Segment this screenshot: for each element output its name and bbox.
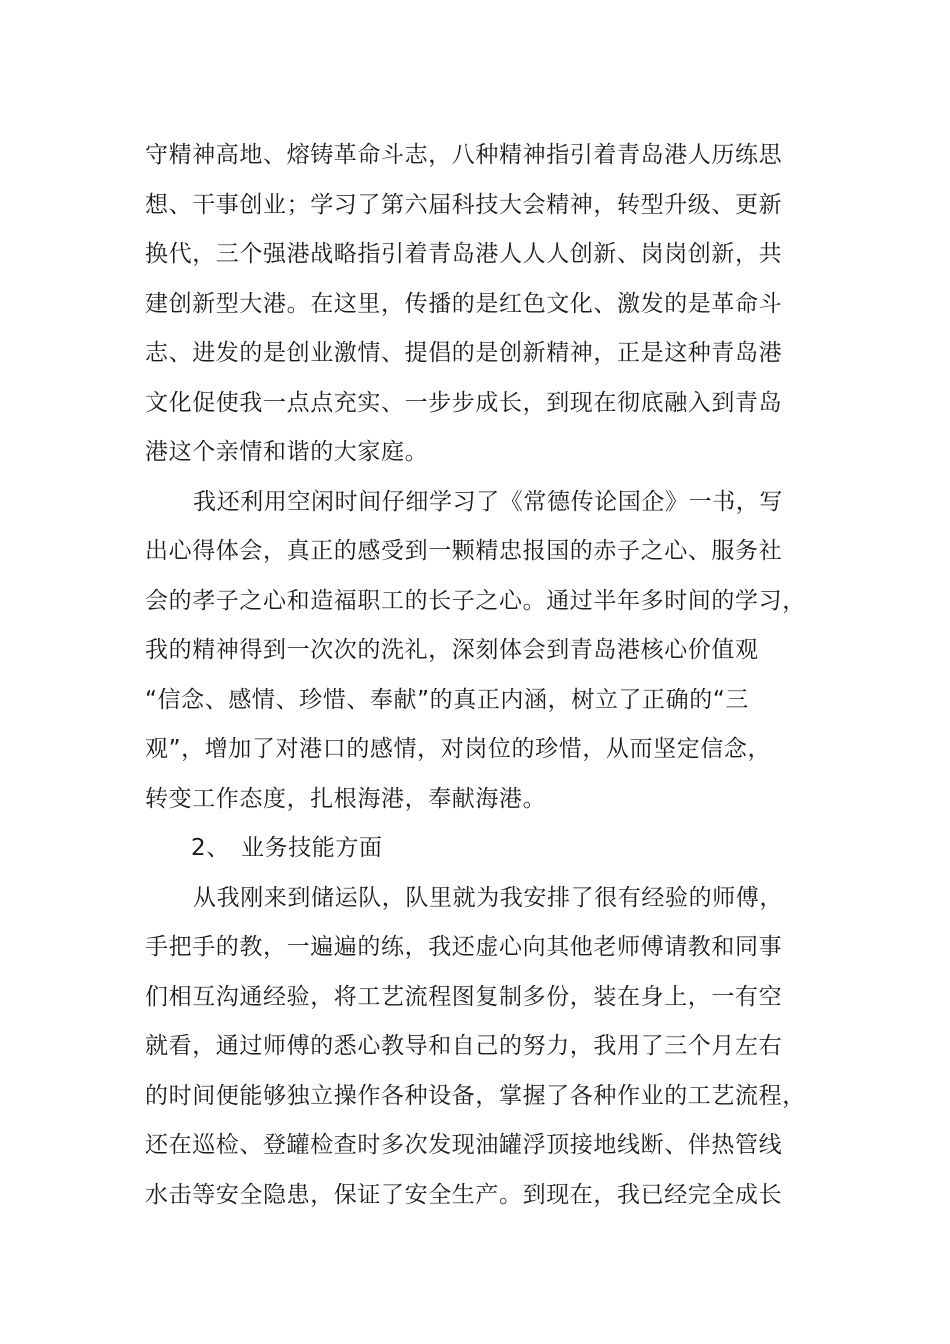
section-number: 2、 [191,835,230,861]
text-line: 观”，增加了对港口的感情，对岗位的珍惜，从而坚定信念， [145,736,772,762]
text-line: 守精神高地、熔铸革命斗志，八种精神指引着青岛港人历练思 [145,142,783,168]
text-line: 会的孝子之心和造福职工的长子之心。通过半年多时间的学习， [145,587,806,614]
text-line: 从我刚来到储运队，队里就为我安排了很有经验的师傅， [193,884,783,911]
text-line: 还在巡检、登罐检查时多次发现油罐浮顶接地线断、伴热管线 [145,1132,783,1158]
text-line: 我还利用空闲时间仔细学习了《常德传论国企》一书，写 [193,488,783,515]
text-line: 我的精神得到一次次的洗礼，深刻体会到青岛港核心价值观 [145,637,759,663]
text-line: 港这个亲情和谐的大家庭。 [145,439,429,465]
text-line: 手把手的教，一遍遍的练，我还虚心向其他老师傅请教和同事 [145,934,783,960]
text-line: 文化促使我一点点充实、一步步成长，到现在彻底融入到青岛 [145,389,783,416]
body-text [145,131,835,1220]
text-line: 转变工作态度，扎根海港，奉献海港。 [145,785,547,812]
section-heading [145,824,835,874]
paragraph-spirit-culture [145,131,835,478]
text-line: 水击等安全隐患，保证了安全生产。到现在，我已经完全成长 [145,1181,783,1208]
text-line: 的时间便能够独立操作各种设备，掌握了各种作业的工艺流程， [145,1082,806,1109]
text-line: 建创新型大港。在这里，传播的是红色文化、激发的是革命斗 [145,290,783,317]
text-line: 们相互沟通经验，将工艺流程图复制多份，装在身上，一有空 [145,983,783,1010]
text-line: “信念、感情、珍惜、奉献”的真正内涵，树立了正确的“三 [145,686,749,713]
text-line: 换代，三个强港战略指引着青岛港人人人创新、岗岗创新，共 [145,241,783,267]
section-title: 业务技能方面 [241,835,383,861]
paragraph-skills [145,874,835,1221]
paragraph-book-study [145,478,835,825]
text-line: 出心得体会，真正的感受到一颗精忠报国的赤子之心、服务社 [145,538,783,564]
text-line: 想、干事创业；学习了第六届科技大会精神，转型升级、更新 [145,191,783,218]
text-line: 就看，通过师傅的悉心教导和自己的努力，我用了三个月左右 [145,1033,783,1059]
text-line: 志、进发的是创业激情、提倡的是创新精神，正是这种青岛港 [145,340,783,366]
